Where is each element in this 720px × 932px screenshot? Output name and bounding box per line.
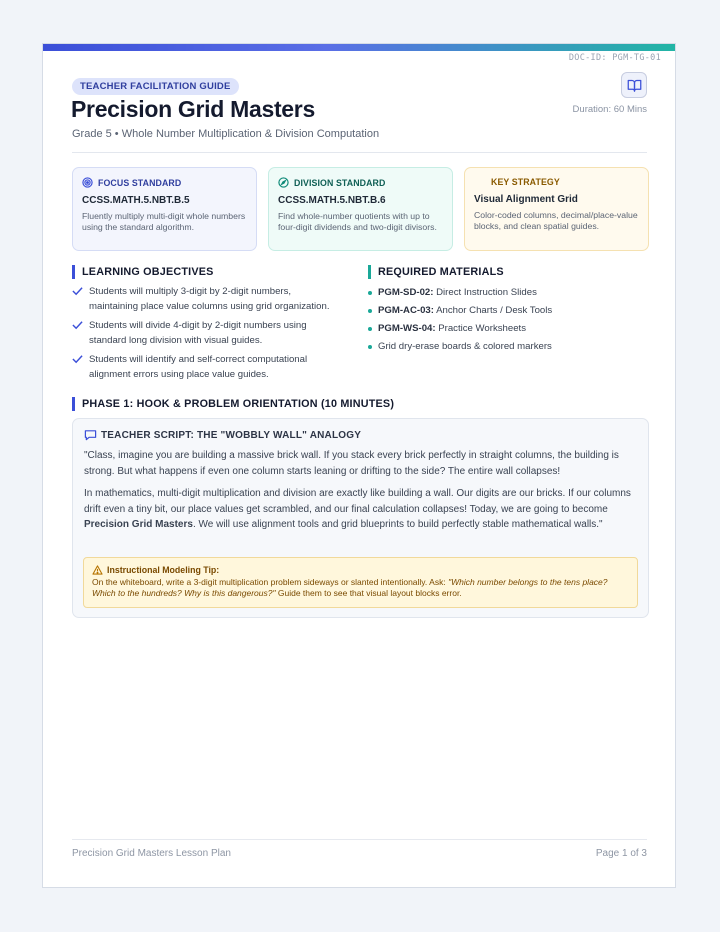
warning-icon	[92, 565, 103, 575]
teacher-script-box	[72, 418, 649, 618]
card-description: Fluently multiply multi-digit whole numbers using the standard algorithm.	[82, 211, 246, 232]
script-heading: TEACHER SCRIPT: THE "WOBBLY WALL" ANALOGY	[101, 429, 362, 441]
list-item: Students will multiply 3-digit by 2-digit numbers, maintaining place value columns using grid organization.	[72, 284, 332, 314]
key-strategy-card	[464, 167, 649, 251]
list-item: Students will identify and self-correct computational alignment errors using place value guides.	[72, 352, 332, 382]
list-item: PGM-SD-02: Direct Instruction Slides	[368, 286, 658, 299]
header-divider	[72, 152, 647, 153]
materials-list	[368, 286, 658, 358]
check-icon	[72, 320, 83, 330]
bullet-dot	[368, 291, 372, 295]
card-heading: DIVISION STANDARD	[294, 177, 386, 188]
target-icon	[82, 177, 93, 188]
card-code: CCSS.MATH.5.NBT.B.6	[278, 195, 386, 206]
materials-heading: REQUIRED MATERIALS	[368, 265, 504, 279]
tip-body: On the whiteboard, write a 3-digit multiplication problem sideways or slanted intentionally. Ask: "Which number belongs to the tens place? Which to the hundreds? Why is this dangerous?" Guide them to see that visual layout blocks error.	[92, 577, 608, 598]
bullet-dot	[368, 309, 372, 313]
card-heading: KEY STRATEGY	[491, 177, 560, 187]
list-item: PGM-AC-03: Anchor Charts / Desk Tools	[368, 304, 658, 317]
modeling-tip-box	[83, 557, 638, 608]
page-subtitle: Grade 5 • Whole Number Multiplication & Division Computation	[72, 128, 380, 140]
list-item: Grid dry-erase boards & colored markers	[368, 340, 658, 353]
check-icon	[72, 354, 83, 364]
tip-heading: Instructional Modeling Tip:	[107, 565, 220, 575]
card-heading: FOCUS STANDARD	[98, 177, 182, 188]
footer-divider	[72, 839, 647, 840]
card-description: Color-coded columns, decimal/place-value blocks, and clean spatial guides.	[474, 210, 638, 231]
bullet-dot	[368, 345, 372, 349]
doc-id: DOC-ID: PGM-TG-01	[568, 53, 661, 63]
lesson-page	[42, 43, 676, 888]
chat-bubble-icon	[84, 429, 97, 441]
page-title: Precision Grid Masters	[71, 96, 315, 122]
list-item: PGM-WS-04: Practice Worksheets	[368, 322, 658, 335]
list-item: Students will divide 4-digit by 2-digit numbers using standard long division with visual guides.	[72, 318, 332, 348]
script-paragraph: In mathematics, multi-digit multiplication and division are exactly like building a wall. Our digits are our bricks. If our columns drift even a tiny bit, our place values get scrambled, and our final calculation collapses! Today, we are going to become Precision Grid Masters. We will use alignment tools and grid blueprints to build perfectly stable mathematical walls."	[84, 488, 631, 530]
objectives-heading: LEARNING OBJECTIVES	[72, 265, 214, 279]
focus-standard-card	[72, 167, 257, 251]
script-paragraph: "Class, imagine you are building a massive brick wall. If you stack every brick perfectly in straight columns, the building is strong. But what happens if even one column starts leaning or drifting to the side? The entire wall collapses!	[84, 450, 619, 477]
duration-label: Duration: 60 Mins	[572, 104, 647, 115]
bullet-dot	[368, 327, 372, 331]
guide-badge: TEACHER FACILITATION GUIDE	[72, 78, 239, 95]
phase-heading: PHASE 1: HOOK & PROBLEM ORIENTATION (10 MINUTES)	[72, 397, 394, 411]
page-number: Page 1 of 3	[595, 848, 647, 859]
book-button[interactable]	[621, 72, 647, 98]
card-code: CCSS.MATH.5.NBT.B.5	[82, 195, 190, 206]
footer-title: Precision Grid Masters Lesson Plan	[72, 848, 231, 859]
card-description: Find whole-number quotients with up to four-digit dividends and two-digit divisors.	[278, 211, 437, 232]
check-icon	[72, 286, 83, 296]
book-open-icon	[627, 79, 642, 92]
accent-bar	[43, 44, 675, 51]
card-code: Visual Alignment Grid	[474, 194, 578, 205]
division-standard-card	[268, 167, 453, 251]
objectives-list	[72, 284, 332, 386]
compass-icon	[278, 177, 289, 188]
